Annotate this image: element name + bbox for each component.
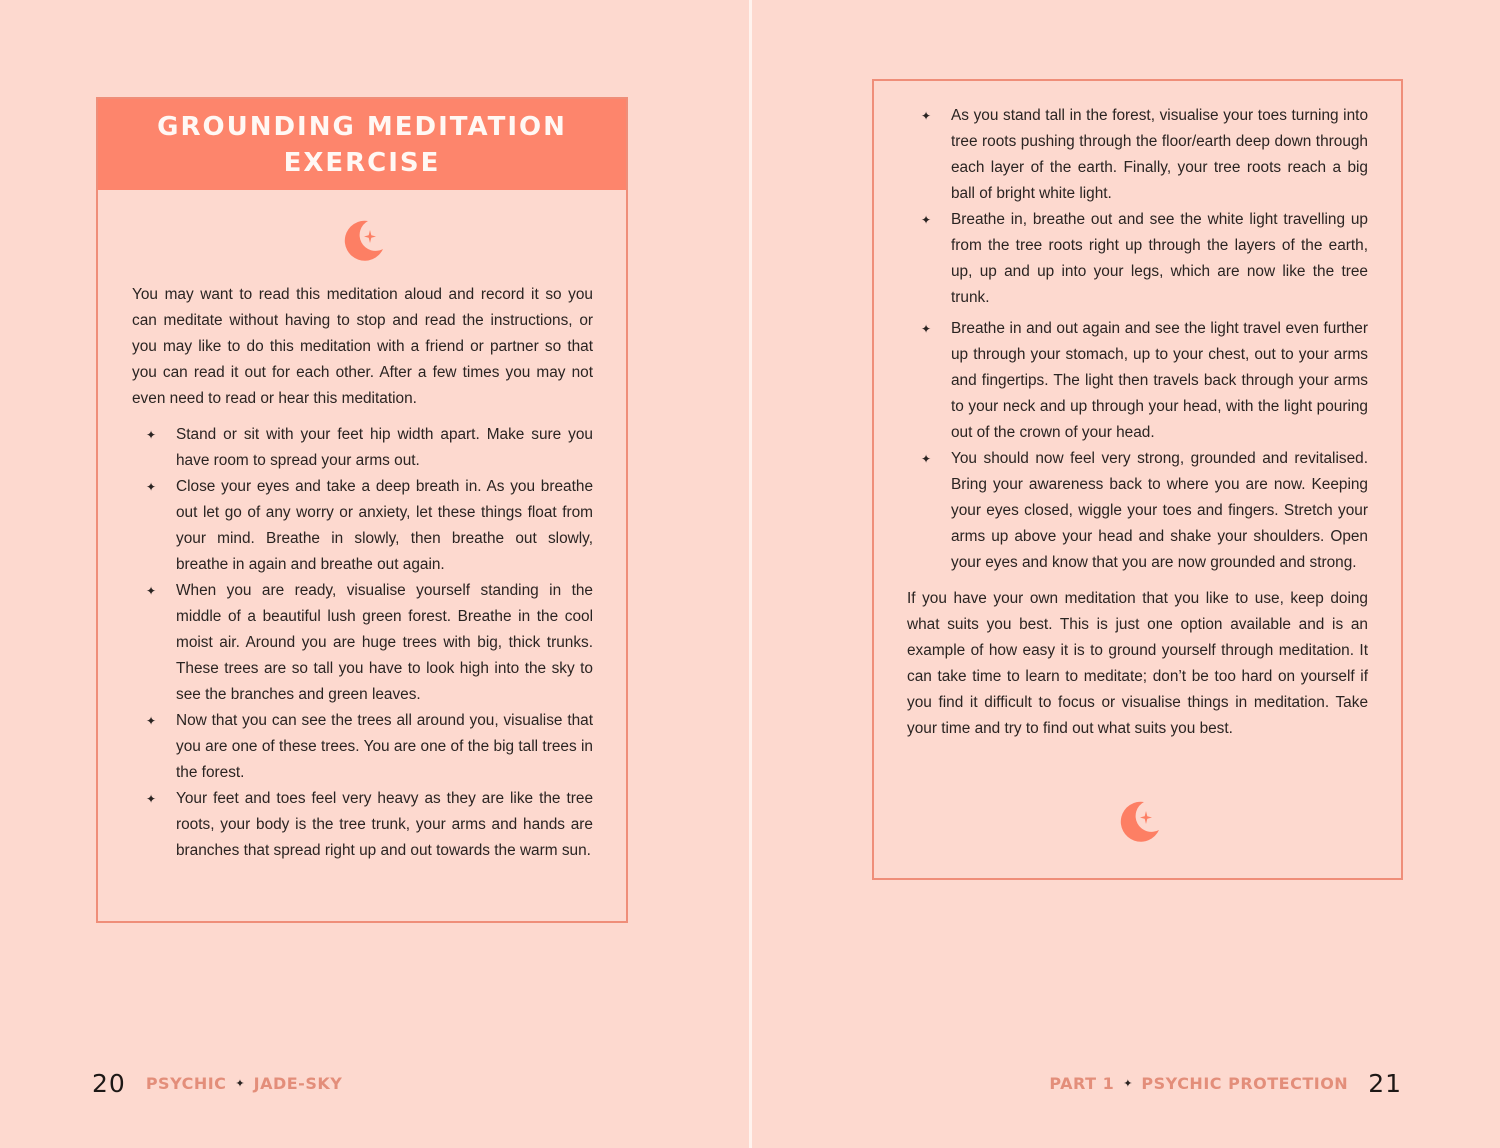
sparkle-bullet-icon: ✦: [921, 213, 932, 227]
sparkle-bullet-icon: ✦: [146, 584, 157, 598]
exercise-title-line-2: EXERCISE: [283, 147, 441, 178]
list-item: [907, 446, 1368, 576]
sparkle-separator-icon: ✦: [1123, 1076, 1133, 1090]
list-item-text: Breathe in, breathe out and see the white light travelling up from the tree roots right up through the layers of the earth, up, up and up into your legs, which are now like the tree trunk.: [951, 211, 1368, 306]
author-name: JADE-SKY: [253, 1073, 343, 1093]
exercise-title-banner: [98, 99, 626, 190]
exercise-body: [98, 282, 626, 864]
list-item-text: Breathe in and out again and see the light travel even further up through your stomach, up to your chest, out to your arms and fingertips. The light then travels back through your arms to your neck and up through your head, with the light pouring out of the crown of your head.: [951, 320, 1368, 441]
meditation-exercise-box: [96, 97, 628, 923]
book-title: PSYCHIC: [145, 1073, 227, 1093]
list-item-text: When you are ready, visualise yourself standing in the middle of a beautiful lush green forest. Breathe in the cool moist air. Around you are huge trees with big, thick trunks. These trees are so tall you have to look high into the sky to see the branches and green leaves.: [176, 582, 593, 703]
list-item: [907, 207, 1368, 311]
part-label: PART 1: [1049, 1073, 1115, 1093]
page-number: 21: [1368, 1068, 1402, 1098]
page-number: 20: [92, 1068, 126, 1098]
sparkle-bullet-icon: ✦: [146, 792, 157, 806]
right-page: [752, 0, 1500, 1148]
meditation-continued-box: [872, 79, 1403, 880]
right-page-footer: [1049, 1066, 1402, 1100]
instruction-list: [132, 422, 593, 864]
sparkle-bullet-icon: ✦: [146, 480, 157, 494]
list-item: [907, 103, 1368, 207]
left-page-footer: [92, 1066, 342, 1100]
instruction-list-continued: [907, 103, 1368, 576]
closing-paragraph: If you have your own meditation that you like to use, keep doing what suits you best. This is just one option available and is an example of how easy it is to ground yourself through meditation. It can take time to learn to meditate; don’t be too hard on yourself if you find it difficult to focus or visualise things in meditation. Take your time and try to find out what suits you best.: [907, 590, 1368, 737]
sparkle-bullet-icon: ✦: [921, 452, 932, 466]
list-item: [132, 578, 593, 708]
sparkle-bullet-icon: ✦: [146, 428, 157, 442]
section-title: PSYCHIC PROTECTION: [1141, 1073, 1349, 1093]
crescent-moon-star-icon: [1114, 797, 1162, 845]
sparkle-separator-icon: ✦: [235, 1076, 245, 1090]
list-item: [132, 786, 593, 864]
list-item: [132, 474, 593, 578]
crescent-moon-star-icon: [338, 216, 386, 264]
list-item: [132, 708, 593, 786]
sparkle-bullet-icon: ✦: [921, 109, 932, 123]
list-item: [907, 316, 1368, 446]
list-item-text: Stand or sit with your feet hip width apart. Make sure you have room to spread your arms out.: [176, 426, 593, 469]
list-item-text: You should now feel very strong, grounded and revitalised. Bring your awareness back to where you are now. Keeping your eyes closed, wiggle your toes and fingers. Stretch your arms up above your head and shake your shoulders. Open your eyes and know that you are now grounded and strong.: [951, 450, 1368, 571]
list-item-text: Your feet and toes feel very heavy as they are like the tree roots, your body is the tree trunk, your arms and hands are branches that spread right up and out towards the warm sun.: [176, 790, 593, 859]
list-item-text: Now that you can see the trees all around you, visualise that you are one of these trees. You are one of the big tall trees in the forest.: [176, 712, 593, 781]
exercise-title-line-1: GROUNDING MEDITATION: [157, 111, 567, 142]
list-item-text: As you stand tall in the forest, visualise your toes turning into tree roots pushing through the floor/earth deep down through each layer of the earth. Finally, your tree roots reach a big ball of bright white light.: [951, 107, 1368, 202]
list-item: [132, 422, 593, 474]
sparkle-bullet-icon: ✦: [146, 714, 157, 728]
sparkle-bullet-icon: ✦: [921, 322, 932, 336]
exercise-body-continued: [874, 81, 1401, 742]
intro-paragraph: You may want to read this meditation aloud and record it so you can meditate without having to stop and read the instructions, or you may like to do this meditation with a friend or partner so that you can read it out for each other. After a few times you may not even need to read or hear this meditation.: [132, 286, 593, 407]
list-item-text: Close your eyes and take a deep breath in. As you breathe out let go of any worry or anxiety, let these things float from your mind. Breathe in slowly, then breathe out slowly, breathe in again and breathe out again.: [176, 478, 593, 573]
